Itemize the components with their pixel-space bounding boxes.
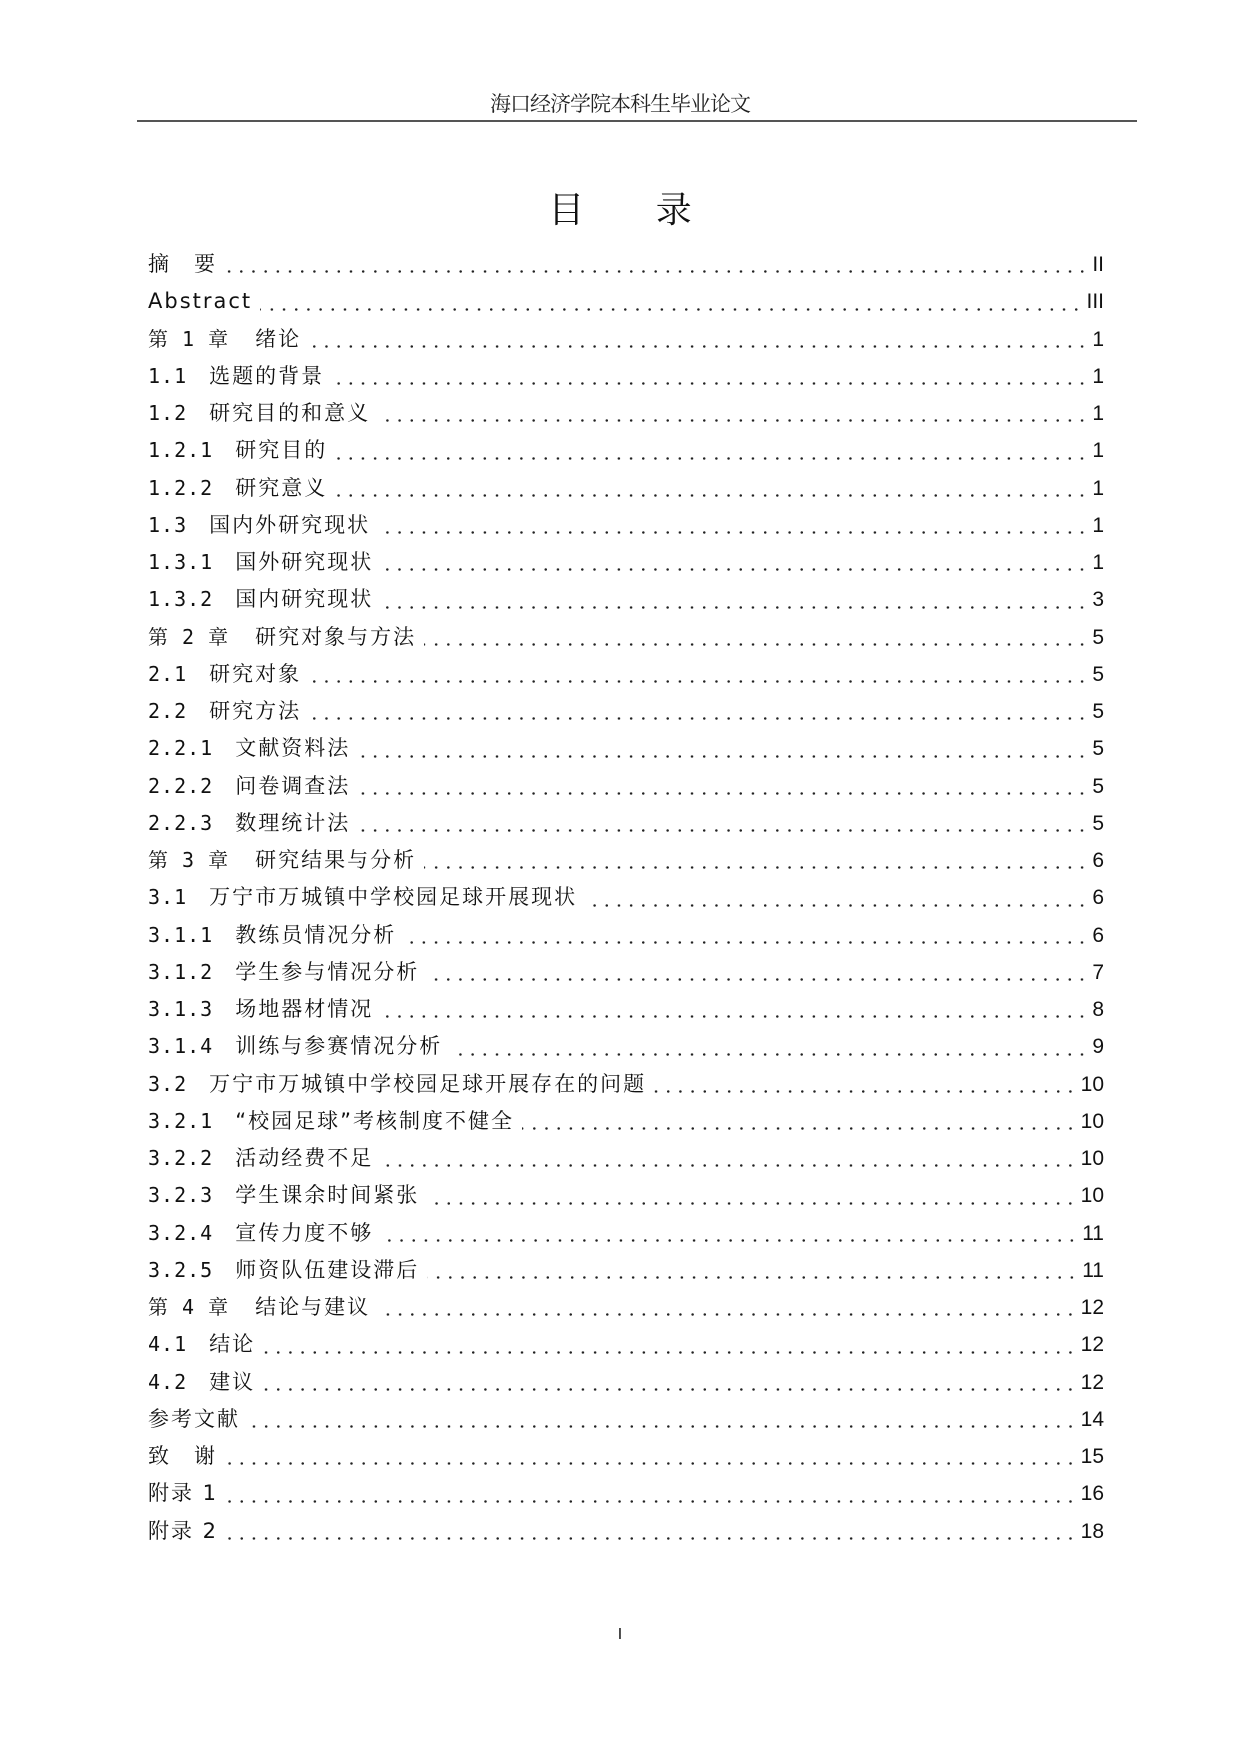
toc-entry-page: 3: [1092, 588, 1104, 612]
toc-entry[interactable]: [148, 1252, 1104, 1289]
toc-entry-label: Abstract: [148, 289, 253, 314]
toc-entry[interactable]: [148, 1326, 1104, 1363]
toc-dot-leader: [427, 954, 1088, 991]
toc-dot-leader: [263, 1364, 1077, 1401]
toc-entry-page: 1: [1092, 364, 1104, 388]
toc-entry[interactable]: [148, 432, 1104, 469]
toc-dot-leader: [427, 1252, 1078, 1289]
toc-dot-leader: [335, 432, 1088, 469]
toc-dot-leader: [260, 283, 1082, 320]
toc-entry-label: 研究意义: [235, 475, 328, 500]
toc-entry-label: 结论: [209, 1332, 256, 1357]
toc-entry-label: 国外研究现状: [235, 550, 374, 574]
toc-dot-leader: [522, 1103, 1077, 1140]
toc-entry-label: 宣传力度不够: [235, 1220, 374, 1245]
toc-entry-number: 3.1.4: [148, 1034, 214, 1059]
toc-entry[interactable]: [148, 917, 1104, 954]
toc-entry-number: 2.2.3: [148, 810, 214, 835]
table-of-contents: [148, 246, 1104, 1550]
toc-entry-label: 研究目的: [235, 438, 328, 463]
toc-entry-label: 万宁市万城镇中学校园足球开展现状: [209, 885, 578, 910]
toc-dot-leader: [263, 1326, 1077, 1363]
toc-entry[interactable]: [148, 1513, 1104, 1550]
toc-entry[interactable]: [148, 507, 1104, 544]
toc-entry[interactable]: [148, 283, 1104, 320]
toc-dot-leader: [358, 805, 1088, 842]
toc-entry-page: 5: [1092, 737, 1104, 761]
toc-entry[interactable]: [148, 395, 1104, 432]
toc-entry-label: 参考文献: [148, 1406, 240, 1431]
toc-dot-leader: [332, 358, 1088, 395]
toc-entry-page: 5: [1092, 625, 1104, 649]
toc-entry-number: 第 2 章: [148, 624, 230, 649]
toc-dot-leader: [226, 1513, 1077, 1550]
toc-entry-label: 建议: [209, 1369, 256, 1394]
toc-entry-number: 1.2: [148, 401, 188, 425]
toc-entry-number: 1.3: [148, 512, 188, 537]
toc-entry-label: 问卷调查法: [235, 773, 351, 798]
toc-entry[interactable]: [148, 1028, 1104, 1065]
toc-dot-leader: [654, 1066, 1077, 1103]
toc-dot-leader: [424, 842, 1088, 879]
toc-entry-page: 11: [1082, 1221, 1104, 1245]
toc-entry[interactable]: [148, 619, 1104, 656]
toc-entry-label: 绪论: [255, 326, 302, 351]
toc-entry[interactable]: [148, 1140, 1104, 1177]
toc-dot-leader: [450, 1028, 1088, 1065]
toc-entry-label: 万宁市万城镇中学校园足球开展存在的问题: [209, 1071, 647, 1096]
toc-entry-label: 训练与参赛情况分析: [235, 1034, 443, 1059]
toc-entry-number: 3.2.4: [148, 1220, 214, 1245]
toc-title: [0, 182, 1240, 233]
toc-entry-page: 5: [1092, 662, 1104, 686]
toc-entry[interactable]: [148, 1103, 1104, 1140]
toc-dot-leader: [378, 1289, 1077, 1326]
toc-entry-number: 3.1: [148, 885, 188, 910]
toc-entry[interactable]: [148, 656, 1104, 693]
toc-entry-label: 学生参与情况分析: [235, 959, 420, 984]
toc-entry-number: 3.1.2: [148, 959, 214, 984]
toc-entry-page: 10: [1080, 1072, 1104, 1096]
toc-entry-page: 12: [1080, 1333, 1104, 1357]
toc-entry-page: 6: [1092, 849, 1104, 872]
toc-entry-number: 2.2.1: [148, 736, 214, 761]
toc-dot-leader: [225, 246, 1088, 283]
toc-entry-page: 1: [1092, 551, 1104, 574]
toc-entry-page: 5: [1092, 774, 1104, 798]
toc-entry-page: 1: [1092, 439, 1104, 463]
toc-entry-number: 2.1: [148, 661, 188, 686]
toc-entry-number: 3.2.5: [148, 1257, 214, 1282]
toc-entry-page: 14: [1080, 1407, 1104, 1431]
toc-entry[interactable]: [148, 1438, 1104, 1475]
toc-dot-leader: [381, 991, 1088, 1028]
toc-entry-label: 附录 2: [148, 1518, 219, 1543]
toc-dot-leader: [381, 581, 1088, 618]
toc-entry[interactable]: [148, 246, 1104, 283]
toc-dot-leader: [381, 544, 1088, 581]
toc-entry-number: 4.2: [148, 1369, 188, 1394]
toc-entry[interactable]: [148, 842, 1104, 879]
toc-dot-leader: [404, 917, 1088, 954]
toc-dot-leader: [226, 1475, 1077, 1512]
toc-entry[interactable]: [148, 879, 1104, 916]
toc-dot-leader: [427, 1177, 1076, 1214]
toc-entry-number: 3.2.3: [148, 1183, 214, 1208]
toc-entry[interactable]: [148, 730, 1104, 767]
toc-entry-label: “校园足球”考核制度不健全: [235, 1108, 514, 1133]
toc-entry-page: 10: [1080, 1184, 1104, 1208]
toc-entry-page: 1: [1092, 476, 1104, 500]
toc-entry[interactable]: [148, 1475, 1104, 1512]
page-number: I: [617, 1626, 623, 1643]
toc-entry-label: 摘 要: [148, 252, 217, 276]
toc-entry[interactable]: [148, 954, 1104, 991]
toc-entry-number: 1.3.1: [148, 550, 214, 574]
toc-entry[interactable]: [148, 1364, 1104, 1401]
toc-entry-page: 9: [1092, 1035, 1104, 1059]
toc-dot-leader: [424, 619, 1088, 656]
toc-entry-label: 研究结果与分析: [255, 848, 417, 872]
toc-dot-leader: [381, 1140, 1076, 1177]
toc-entry-label: 文献资料法: [235, 736, 351, 761]
toc-entry-label: 数理统计法: [235, 810, 351, 835]
toc-entry[interactable]: [148, 991, 1104, 1028]
toc-entry[interactable]: [148, 1289, 1104, 1326]
toc-entry[interactable]: [148, 1401, 1104, 1438]
toc-entry-number: 2.2: [148, 699, 188, 723]
toc-entry-label: 研究对象: [209, 661, 302, 686]
toc-dot-leader: [585, 879, 1088, 916]
toc-entry-number: 1.2.2: [148, 475, 214, 500]
toc-entry-number: 3.2.2: [148, 1146, 214, 1170]
running-header: 海口经济学院本科生毕业论文: [490, 92, 750, 116]
toc-entry-page: II: [1092, 253, 1104, 276]
toc-entry-number: 1.1: [148, 363, 188, 388]
toc-title-second-char: 录: [655, 190, 692, 231]
toc-entry[interactable]: [148, 1066, 1104, 1103]
toc-entry[interactable]: [148, 1215, 1104, 1252]
toc-dot-leader: [378, 395, 1088, 432]
toc-title-first-char: 目: [548, 190, 585, 231]
toc-dot-leader: [309, 693, 1088, 730]
header-rule: [137, 120, 1137, 122]
toc-entry-number: 第 4 章: [148, 1295, 230, 1319]
toc-entry-page: 10: [1080, 1147, 1104, 1170]
toc-entry-page: 5: [1092, 811, 1104, 835]
toc-dot-leader: [309, 656, 1088, 693]
toc-entry-label: 教练员情况分析: [235, 922, 397, 947]
toc-dot-leader: [378, 507, 1088, 544]
toc-entry-page: 10: [1080, 1109, 1104, 1133]
toc-entry-label: 师资队伍建设滞后: [235, 1257, 420, 1282]
toc-dot-leader: [225, 1438, 1077, 1475]
toc-entry-page: 12: [1080, 1370, 1104, 1394]
toc-entry-label: 研究对象与方法: [255, 624, 417, 649]
toc-entry-number: 1.2.1: [148, 438, 214, 463]
toc-entry-page: III: [1086, 290, 1104, 314]
toc-entry-page: 1: [1092, 402, 1104, 425]
toc-entry-page: 15: [1080, 1445, 1104, 1468]
toc-dot-leader: [358, 768, 1088, 805]
toc-entry-label: 致 谢: [148, 1444, 217, 1468]
toc-entry-page: 7: [1092, 960, 1104, 984]
toc-entry[interactable]: [148, 693, 1104, 730]
toc-entry-number: 第 3 章: [148, 848, 230, 872]
toc-entry-page: 6: [1092, 923, 1104, 947]
toc-entry-page: 11: [1082, 1258, 1104, 1282]
toc-entry-label: 研究方法: [209, 699, 302, 723]
toc-entry-label: 学生课余时间紧张: [235, 1183, 420, 1208]
toc-entry[interactable]: [148, 544, 1104, 581]
toc-dot-leader: [248, 1401, 1077, 1438]
toc-entry-label: 研究目的和意义: [209, 401, 371, 425]
toc-entry-label: 国内研究现状: [235, 587, 374, 612]
toc-entry[interactable]: [148, 805, 1104, 842]
toc-dot-leader: [335, 470, 1088, 507]
toc-entry-label: 选题的背景: [209, 363, 325, 388]
toc-dot-leader: [358, 730, 1088, 767]
toc-entry-number: 3.1.3: [148, 997, 214, 1021]
toc-entry-number: 第 1 章: [148, 326, 230, 351]
toc-entry-page: 8: [1092, 998, 1104, 1021]
toc-entry-label: 结论与建议: [255, 1295, 371, 1319]
toc-entry-page: 6: [1092, 886, 1104, 910]
toc-entry[interactable]: [148, 1177, 1104, 1214]
toc-entry-number: 3.1.1: [148, 922, 214, 947]
toc-entry-page: 1: [1092, 513, 1104, 537]
toc-entry-label: 场地器材情况: [235, 997, 374, 1021]
toc-entry-page: 5: [1092, 700, 1104, 723]
toc-entry[interactable]: [148, 358, 1104, 395]
toc-entry-number: 3.2.1: [148, 1108, 214, 1133]
toc-entry-label: 国内外研究现状: [209, 512, 371, 537]
toc-entry-number: 2.2.2: [148, 773, 214, 798]
toc-entry[interactable]: [148, 581, 1104, 618]
toc-entry-number: 1.3.2: [148, 587, 214, 612]
toc-entry-number: 3.2: [148, 1071, 188, 1096]
toc-entry-page: 18: [1080, 1519, 1104, 1543]
toc-entry-page: 1: [1092, 327, 1104, 351]
toc-entry-page: 12: [1080, 1296, 1104, 1319]
toc-entry-label: 活动经费不足: [235, 1146, 374, 1170]
toc-entry-number: 4.1: [148, 1332, 188, 1357]
toc-entry-label: 附录 1: [148, 1481, 219, 1506]
toc-entry[interactable]: [148, 768, 1104, 805]
toc-entry-page: 16: [1080, 1482, 1104, 1506]
toc-dot-leader: [309, 321, 1088, 358]
toc-dot-leader: [381, 1215, 1078, 1252]
toc-entry[interactable]: [148, 321, 1104, 358]
toc-entry[interactable]: [148, 470, 1104, 507]
